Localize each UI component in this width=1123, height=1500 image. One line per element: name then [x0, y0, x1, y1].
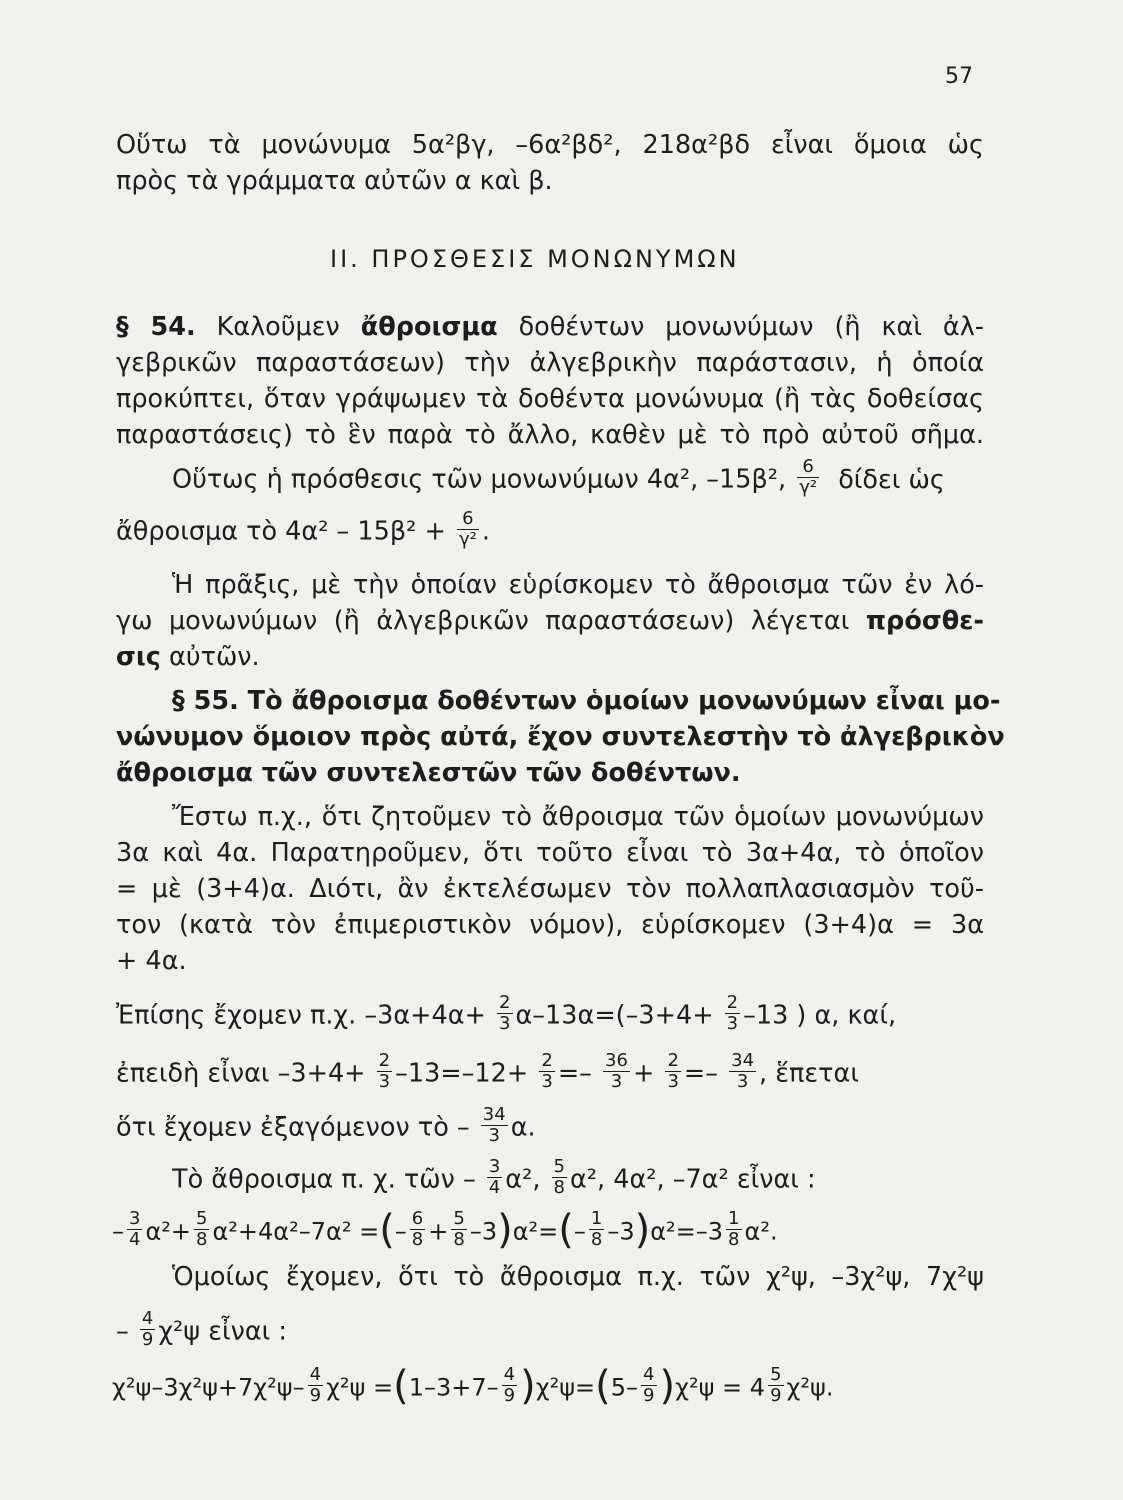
fraction	[797, 457, 819, 498]
paragraph-55-line: νώνυμον ὅμοιον πρὸς αὐτά, ἔχον συντελεστὴν τὸ ἀλγεβρικὸν	[116, 722, 1005, 752]
example-line	[172, 456, 984, 501]
fraction	[552, 1157, 567, 1198]
paren: )	[497, 1206, 513, 1253]
fraction	[140, 1309, 155, 1350]
text-span: –	[394, 1217, 407, 1246]
term-prosthesis-end: σις	[116, 642, 161, 672]
numerator: 34	[482, 1104, 506, 1125]
numerator: 2	[667, 1050, 679, 1071]
equation-line	[116, 1050, 984, 1095]
text-span: –	[112, 1217, 124, 1246]
denominator: 3	[499, 1013, 511, 1034]
denominator: 4	[129, 1229, 141, 1250]
text-span: α².	[744, 1217, 778, 1246]
text-span: =–	[683, 1058, 719, 1089]
text-span: –13=–12+	[395, 1058, 529, 1089]
text-span: Οὕτως ἡ πρόσθεσις τῶν μονωνύμων 4α², –15β²,	[172, 464, 787, 495]
denominator: 3	[378, 1071, 391, 1092]
denominator: 9	[643, 1385, 655, 1406]
text-span: χ²ψ = 4	[675, 1373, 766, 1402]
text-span: .	[481, 516, 490, 547]
denominator: 8	[553, 1177, 565, 1198]
example-line	[116, 508, 984, 553]
fraction	[497, 993, 512, 1034]
fraction	[308, 1365, 323, 1406]
text-span: ἄθροισμα τὸ 4α² – 15β² +	[116, 516, 446, 547]
text-span: δίδει ὡς	[838, 464, 945, 495]
text-span: –	[573, 1217, 586, 1246]
term-prosthesis: πρόσθε-	[865, 606, 984, 636]
denominator: 9	[503, 1385, 516, 1406]
text-line: = μὲ (3+4)α. Διότι, ἂν ἐκτελέσωμεν τὸν πολλαπλασιασμὸν τοῦ-	[116, 874, 984, 904]
equation-line	[116, 1104, 984, 1149]
denominator: 3	[726, 1013, 739, 1034]
numerator: 2	[541, 1050, 553, 1071]
fraction	[194, 1209, 209, 1250]
text-line: Ὁμοίως ἔχομεν, ὅτι τὸ ἄθροισμα π.χ. τῶν χ²ψ, –3χ²ψ, 7χ²ψ	[172, 1262, 984, 1292]
paren: )	[634, 1206, 651, 1253]
text-span: +	[428, 1217, 449, 1246]
denominator: 8	[728, 1229, 740, 1250]
fraction	[487, 1157, 502, 1198]
equation-line	[172, 1156, 984, 1201]
equation-line	[112, 1362, 984, 1409]
term-athroisma: ἄθροισμα	[360, 312, 498, 342]
paren: )	[520, 1362, 536, 1409]
text-span: =–	[557, 1058, 592, 1089]
fraction	[377, 1051, 392, 1092]
text-span: αὐτῶν.	[169, 642, 260, 672]
numerator: 2	[726, 992, 739, 1013]
fraction	[502, 1365, 517, 1406]
text-span: Τὸ ἄθροισμα π. χ. τῶν –	[172, 1164, 476, 1195]
denominator: γ²	[458, 529, 477, 550]
numerator: 6	[462, 508, 474, 529]
text-line	[116, 604, 984, 638]
text-line	[116, 640, 984, 674]
text-span: –3	[469, 1217, 498, 1246]
fraction	[768, 1365, 783, 1406]
text-line: προκύπτει, ὅταν γράψωμεν τὰ δοθέντα μονώνυμα (ἢ τὰς δοθείσας	[116, 384, 984, 414]
text-line: 3α καὶ 4α. Παρατηροῦμεν, ὅτι τοῦτο εἶναι τὸ 3α+4α, τὸ ὁποῖον	[116, 838, 984, 868]
fraction	[726, 1209, 741, 1250]
numerator: 5	[453, 1208, 465, 1229]
numerator: 2	[378, 1050, 391, 1071]
text-span: χ²ψ=	[535, 1373, 596, 1402]
denominator: 8	[411, 1229, 424, 1250]
fraction	[603, 1051, 630, 1092]
numerator: 5	[553, 1156, 565, 1177]
equation-line	[116, 1308, 984, 1353]
paragraph-54-start	[116, 310, 984, 344]
denominator: 3	[541, 1071, 553, 1092]
numerator: 3	[129, 1208, 141, 1229]
text-span: α²=–3	[650, 1217, 724, 1246]
text-span: ὅτι ἔχομεν ἐξαγόμενον τὸ –	[116, 1112, 470, 1143]
numerator: 6	[411, 1208, 424, 1229]
paren: (	[393, 1362, 409, 1409]
text-span: Καλοῦμεν	[216, 312, 340, 342]
numerator: 1	[728, 1208, 740, 1229]
denominator: 8	[590, 1229, 603, 1250]
text-span: α²+	[145, 1217, 192, 1246]
text-line: παραστάσεις) τὸ ἓν παρὰ τὸ ἄλλο, καθὲν μὲ τὸ πρὸ αὐτοῦ σῆμα.	[116, 420, 984, 450]
numerator: 34	[731, 1050, 755, 1071]
denominator: 3	[729, 1071, 756, 1092]
paren: )	[659, 1362, 676, 1409]
text-span: χ²ψ εἶναι :	[158, 1316, 287, 1347]
section-number: § 54.	[116, 312, 196, 342]
denominator: 3	[603, 1071, 630, 1092]
text-span: 5–	[610, 1373, 639, 1402]
paren: (	[379, 1206, 395, 1253]
denominator: γ²	[799, 477, 818, 498]
numerator: 5	[770, 1364, 782, 1385]
text-span: α–13α=(–3+4+	[515, 1000, 714, 1031]
section-heading: II. ΠΡΟΣΘΕΣΙΣ ΜΟΝΩΝΥΜΩΝ	[330, 245, 740, 273]
fraction	[589, 1209, 604, 1250]
text-line: Ἔστω π.χ., ὅτι ζητοῦμεν τὸ ἄθροισμα τῶν ὁμοίων μονωνύμων	[172, 802, 984, 832]
text-line: τον (κατὰ τὸν ἐπιμεριστικὸν νόμον), εὑρίσκομεν (3+4)α = 3α	[116, 910, 984, 940]
page-number: 57	[945, 64, 973, 89]
fraction	[410, 1209, 425, 1250]
denominator: 8	[453, 1229, 465, 1250]
text-span: γω μονωνύμων (ἢ ἀλγεβρικῶν παραστάσεων) λέγεται	[116, 606, 850, 636]
numerator: 4	[141, 1308, 154, 1329]
paren: (	[558, 1206, 574, 1253]
denominator: 9	[770, 1385, 782, 1406]
fraction	[725, 993, 740, 1034]
text-line: Ἡ πρᾶξις, μὲ τὴν ὁποίαν εὑρίσκομεν τὸ ἄθροισμα τῶν ἐν λό-	[172, 570, 984, 600]
text-span: χ²ψ =	[326, 1373, 394, 1402]
denominator: 3	[667, 1071, 679, 1092]
text-line: + 4α.	[116, 946, 187, 976]
numerator: 3	[488, 1156, 501, 1177]
text-span: , ἕπεται	[759, 1058, 859, 1089]
numerator: 36	[605, 1050, 628, 1071]
paragraph-55-line: ἄθροισμα τῶν συντελεστῶν τῶν δοθέντων.	[116, 758, 741, 788]
paren: (	[595, 1362, 611, 1409]
text-span: +	[632, 1058, 655, 1089]
text-span: ἐπειδὴ εἶναι –3+4+	[116, 1058, 366, 1089]
denominator: 9	[141, 1329, 154, 1350]
denominator: 8	[196, 1229, 208, 1250]
equation-line	[112, 1206, 984, 1253]
fraction	[451, 1209, 466, 1250]
fraction	[641, 1365, 656, 1406]
text-span: χ²ψ.	[786, 1373, 834, 1402]
text-span: α²,	[505, 1164, 541, 1195]
fraction	[457, 509, 479, 550]
fraction	[729, 1051, 756, 1092]
fraction	[539, 1051, 554, 1092]
paragraph-55-line: § 55. Τὸ ἄθροισμα δοθέντων ὁμοίων μονωνύμων εἶναι μο-	[172, 686, 1001, 716]
text-span: χ²ψ–3χ²ψ+7χ²ψ–	[112, 1373, 305, 1402]
fraction	[127, 1209, 142, 1250]
text-span: α²+4α²–7α² =	[212, 1217, 380, 1246]
text-span: α², 4α², –7α² εἶναι :	[570, 1164, 816, 1195]
numerator: 4	[503, 1364, 516, 1385]
numerator: 4	[643, 1364, 655, 1385]
numerator: 6	[802, 456, 814, 477]
text-line: γεβρικῶν παραστάσεων) τὴν ἀλγεβρικὴν παράστασιν, ἡ ὁποία	[116, 348, 984, 378]
denominator: 3	[481, 1125, 508, 1146]
text-span: α²=	[512, 1217, 559, 1246]
denominator: 9	[309, 1385, 322, 1406]
text-span: δοθέντων μονωνύμων (ἢ καὶ ἀλ-	[518, 312, 984, 342]
text-line: Οὕτω τὰ μονώνυμα 5α²βγ, –6α²βδ², 218α²βδ εἶναι ὅμοια ὡς	[116, 130, 984, 160]
text-span: –3	[607, 1217, 635, 1246]
fraction	[481, 1105, 508, 1146]
text-span: α.	[510, 1112, 536, 1143]
numerator: 5	[196, 1208, 208, 1229]
text-span: Ἐπίσης ἔχομεν π.χ. –3α+4α+	[116, 1000, 486, 1031]
fraction	[665, 1051, 680, 1092]
text-span: 1–3+7–	[408, 1373, 499, 1402]
numerator: 2	[499, 992, 511, 1013]
numerator: 4	[309, 1364, 322, 1385]
equation-line	[116, 992, 984, 1037]
text-span: –	[116, 1316, 129, 1347]
numerator: 1	[590, 1208, 603, 1229]
text-line: πρὸς τὰ γράμματα αὐτῶν α καὶ β.	[116, 166, 553, 196]
text-span: –13 ) α, καί,	[743, 1000, 897, 1031]
denominator: 4	[488, 1177, 501, 1198]
